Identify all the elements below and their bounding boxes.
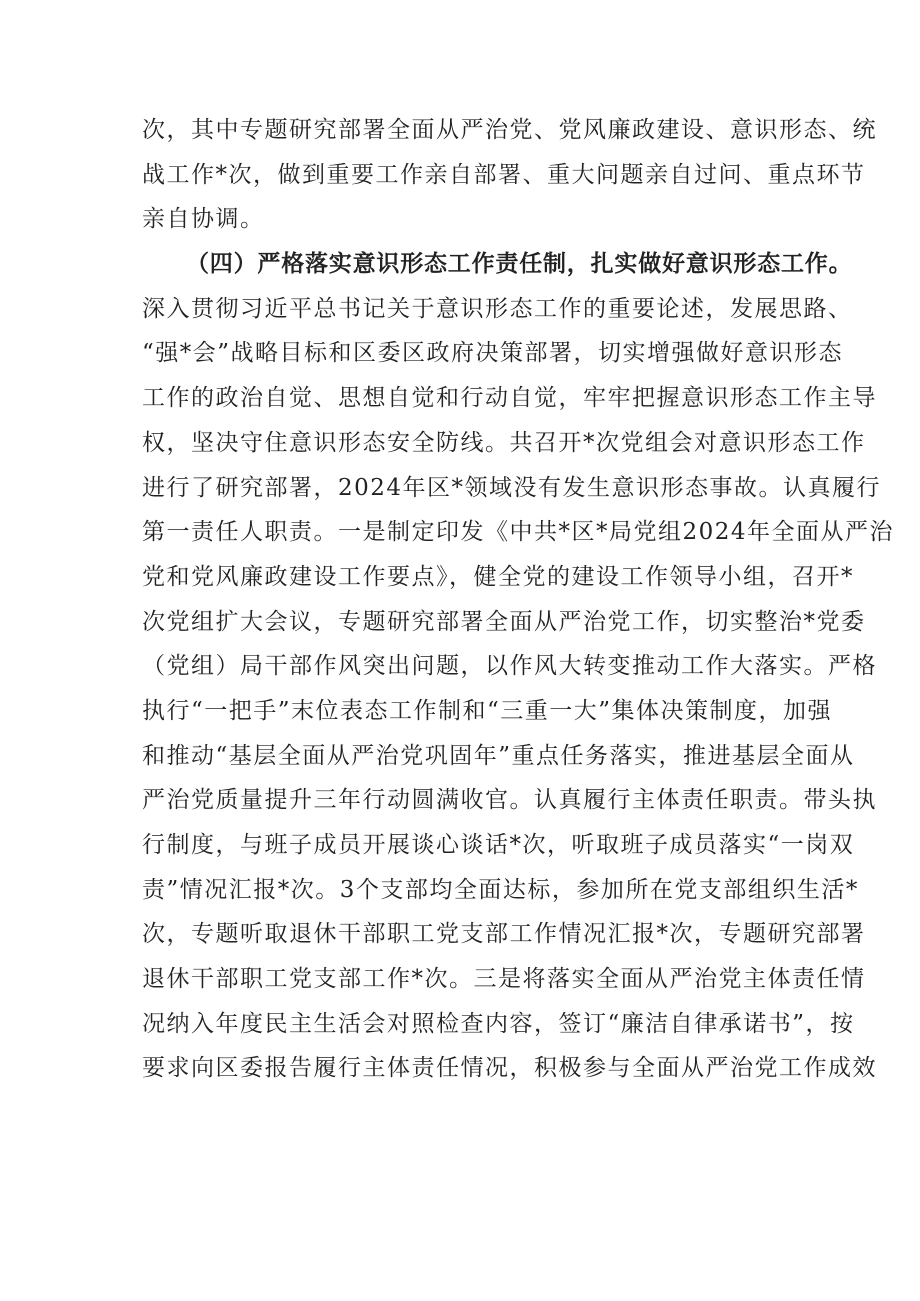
paragraph-line: 退休干部职工党支部工作*次。三是将落实全面从严治党主体责任情 bbox=[142, 966, 866, 993]
paragraph-line: 第一责任人职责。一是制定印发《中共*区*局党组2024年全面从严治 bbox=[142, 519, 895, 546]
paragraph-line: 严治党质量提升三年行动圆满收官。认真履行主体责任职责。带头执 bbox=[142, 787, 877, 814]
paragraph-line: 执行“一把手”末位表态工作制和“三重一大”集体决策制度，加强 bbox=[142, 697, 833, 724]
paragraph-line: 进行了研究部署，2024年区*领域没有发生意识形态事故。认真履行 bbox=[142, 474, 882, 501]
paragraph-line: 次，其中专题研究部署全面从严治党、党风廉政建设、意识形态、统 bbox=[142, 117, 877, 143]
paragraph-line: 行制度，与班子成员开展谈心谈话*次，听取班子成员落实“一岗双 bbox=[142, 832, 855, 858]
paragraph-line: 况纳入年度民主生活会对照检查内容，签订“廉洁自律承诺书”，按 bbox=[142, 1010, 855, 1037]
paragraph-line: 和推动“基层全面从严治党巩固年”重点任务落实，推进基层全面从 bbox=[142, 742, 855, 769]
paragraph-line: 要求向区委报告履行主体责任情况，积极参与全面从严治党工作成效 bbox=[142, 1055, 877, 1082]
paragraph-line: 亲自协调。 bbox=[142, 206, 265, 233]
paragraph-line: 工作的政治自觉、思想自觉和行动自觉，牢牢把握意识形态工作主导 bbox=[142, 385, 877, 412]
paragraph-line: （党组）局干部作风突出问题，以作风大转变推动工作大落实。严格 bbox=[142, 653, 877, 680]
document-body bbox=[142, 108, 895, 1091]
paragraph-line: 责”情况汇报*次。3个支部均全面达标，参加所在党支部组织生活* bbox=[142, 876, 859, 903]
paragraph-line: “强*会”战略目标和区委区政府决策部署，切实增强做好意识形态 bbox=[142, 340, 844, 367]
paragraph-line: 次党组扩大会议，专题研究部署全面从严治党工作，切实整治*党委 bbox=[142, 608, 866, 635]
paragraph-line: 深入贯彻习近平总书记关于意识形态工作的重要论述，发展思路、 bbox=[142, 295, 853, 322]
paragraph-line: 党和党风廉政建设工作要点》，健全党的建设工作领导小组，召开* bbox=[142, 563, 854, 590]
paragraph-line: 战工作*次，做到重要工作亲自部署、重大问题亲自过问、重点环节 bbox=[142, 161, 866, 188]
section-heading: （四）严格落实意识形态工作责任制，扎实做好意识形态工作。 bbox=[186, 250, 853, 278]
paragraph-line: 权，坚决守住意识形态安全防线。共召开*次党组会对意识形态工作 bbox=[142, 429, 866, 456]
paragraph-line: 次，专题听取退休干部职工党支部工作情况汇报*次，专题研究部署 bbox=[142, 921, 866, 948]
